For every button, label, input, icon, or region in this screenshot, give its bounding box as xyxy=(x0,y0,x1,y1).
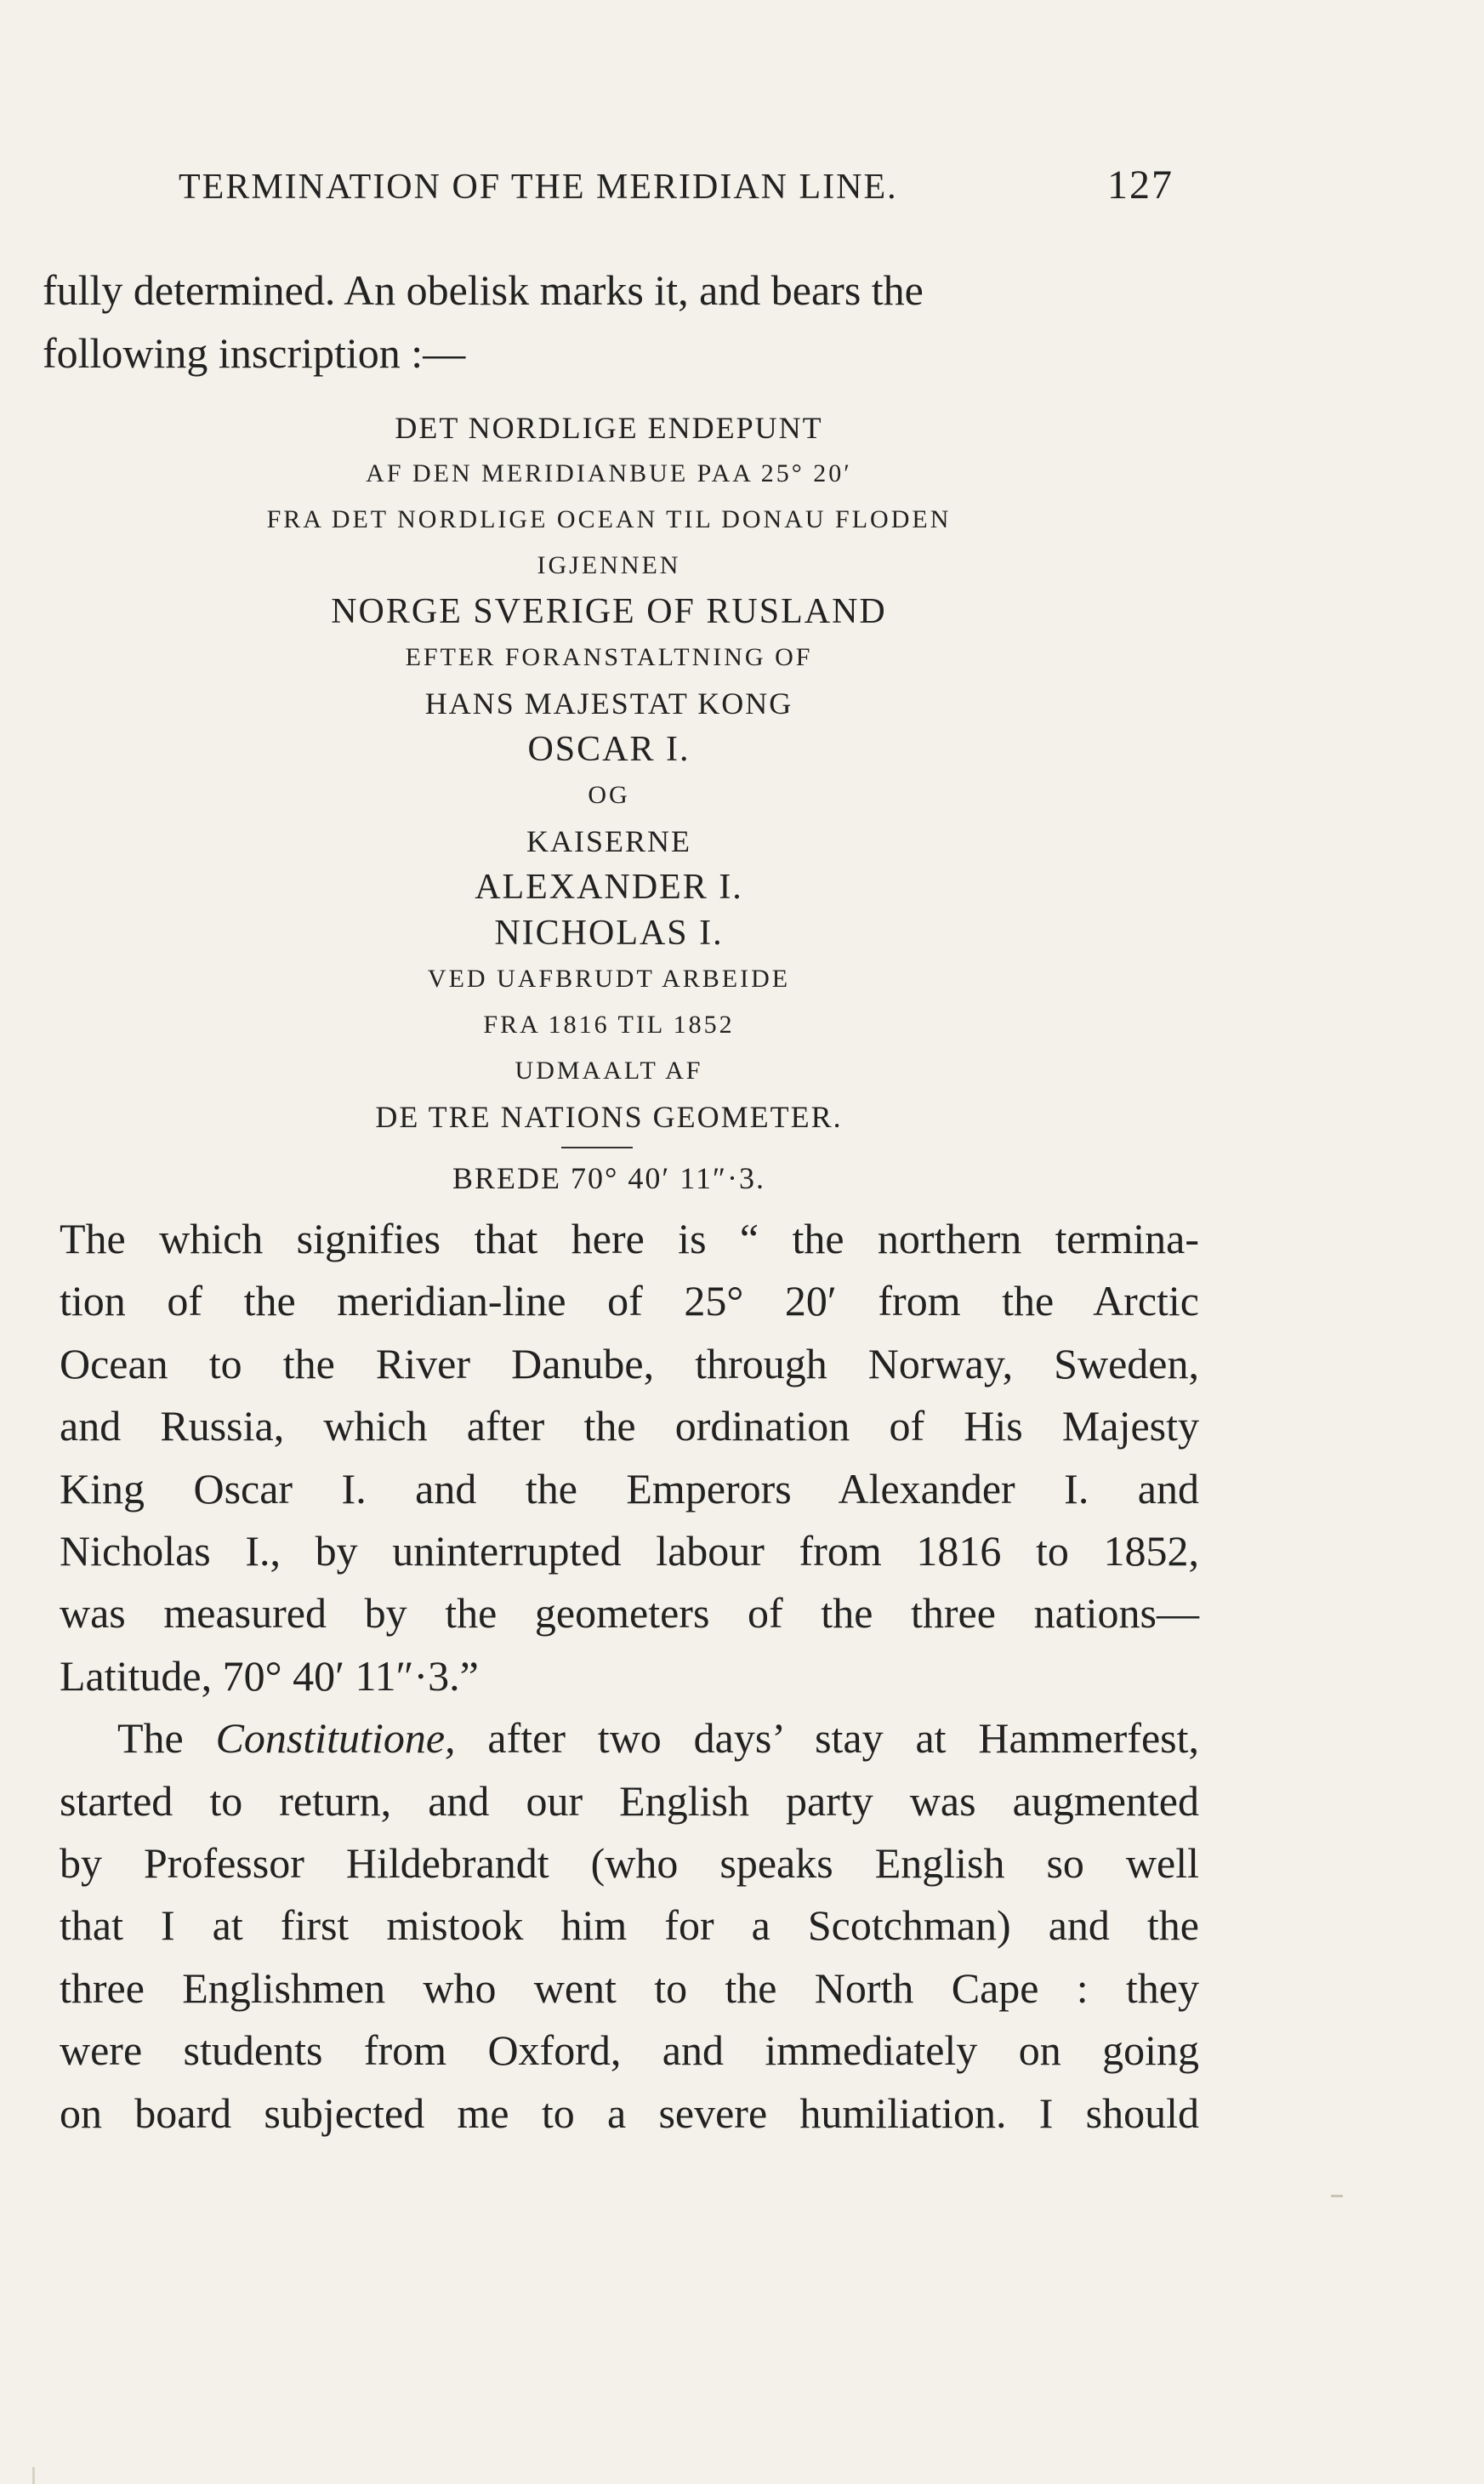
inscription-line: UDMAALT AF xyxy=(515,1057,703,1085)
body-text xyxy=(60,1208,1199,2145)
inscription-line: AF DEN MERIDIANBUE PAA 25° 20′ xyxy=(366,459,852,487)
text-line: fully determined. An obelisk marks it, and bears the xyxy=(43,266,924,314)
inscription-line: FRA 1816 TIL 1852 xyxy=(483,1011,735,1039)
text-line: by Professor Hildebrandt (who speaks English so well xyxy=(60,1839,1199,1888)
text-span: after two days’ stay at Hammerfest, xyxy=(455,1714,1199,1763)
inscription-line: BREDE 70° 40′ 11″·3. xyxy=(452,1161,765,1195)
inscription-line: OSCAR I. xyxy=(527,730,691,769)
intro-paragraph xyxy=(43,259,1178,385)
horizontal-rule xyxy=(561,1147,633,1148)
text-line: tion of the meridian-line of 25° 20′ from the Arctic xyxy=(60,1277,1199,1325)
text-line: Nicholas I., by uninterrupted labour from 1816 to 1852, xyxy=(60,1527,1199,1575)
text-line: that I at first mistook him for a Scotchman) and the xyxy=(60,1901,1199,1950)
text-line: were students from Oxford, and immediately on going xyxy=(60,2026,1199,2075)
text-span: The xyxy=(117,1714,216,1763)
text-line: following inscription :— xyxy=(43,329,466,377)
inscription-line: NORGE SVERIGE OF RUSLAND xyxy=(331,592,887,631)
inscription-line: EFTER FORANSTALTNING OF xyxy=(405,643,813,671)
inscription-line: FRA DET NORDLIGE OCEAN TIL DONAU FLODEN xyxy=(266,505,952,533)
text-line: started to return, and our English party was augmented xyxy=(60,1776,1199,1825)
inscription-line: ALEXANDER I. xyxy=(475,868,743,907)
inscription-line: HANS MAJESTAT KONG xyxy=(424,687,793,721)
text-line: was measured by the geometers of the three nations— xyxy=(60,1589,1199,1638)
running-header-title: TERMINATION OF THE MERIDIAN LINE. xyxy=(179,168,898,207)
inscription-rule-row xyxy=(0,1140,1218,1155)
page-number: 127 xyxy=(1107,162,1174,208)
inscription-line: IGJENNEN xyxy=(537,551,681,579)
ship-name: Constitutione, xyxy=(215,1714,456,1763)
binding-mark xyxy=(32,2467,35,2484)
text-line: Ocean to the River Danube, through Norway, Sweden, xyxy=(60,1339,1199,1387)
inscription-line: VED UAFBRUDT ARBEIDE xyxy=(427,965,791,993)
text-line: King Oscar I. and the Emperors Alexander I. and xyxy=(60,1464,1199,1513)
inscription-line: DE TRE NATIONS GEOMETER. xyxy=(375,1100,843,1134)
running-header xyxy=(179,162,1174,218)
text-line xyxy=(60,1707,1199,1769)
obelisk-inscription xyxy=(0,405,1218,1201)
inscription-line: DET NORDLIGE ENDEPUNT xyxy=(395,411,823,445)
inscription-line: NICHOLAS I. xyxy=(494,914,724,953)
inscription-line: KAISERNE xyxy=(526,824,691,858)
page-mark xyxy=(1331,2195,1343,2197)
text-line: on board subjected me to a severe humiliation. I should xyxy=(60,2088,1199,2137)
text-line: three Englishmen who went to the North Cape : they xyxy=(60,1963,1199,2012)
text-line: The which signifies that here is “ the northern termina- xyxy=(60,1215,1199,1262)
inscription-line: OG xyxy=(588,781,630,809)
text-line: and Russia, which after the ordination of His Majesty xyxy=(60,1402,1199,1450)
text-line: Latitude, 70° 40′ 11″·3.” xyxy=(60,1651,479,1700)
